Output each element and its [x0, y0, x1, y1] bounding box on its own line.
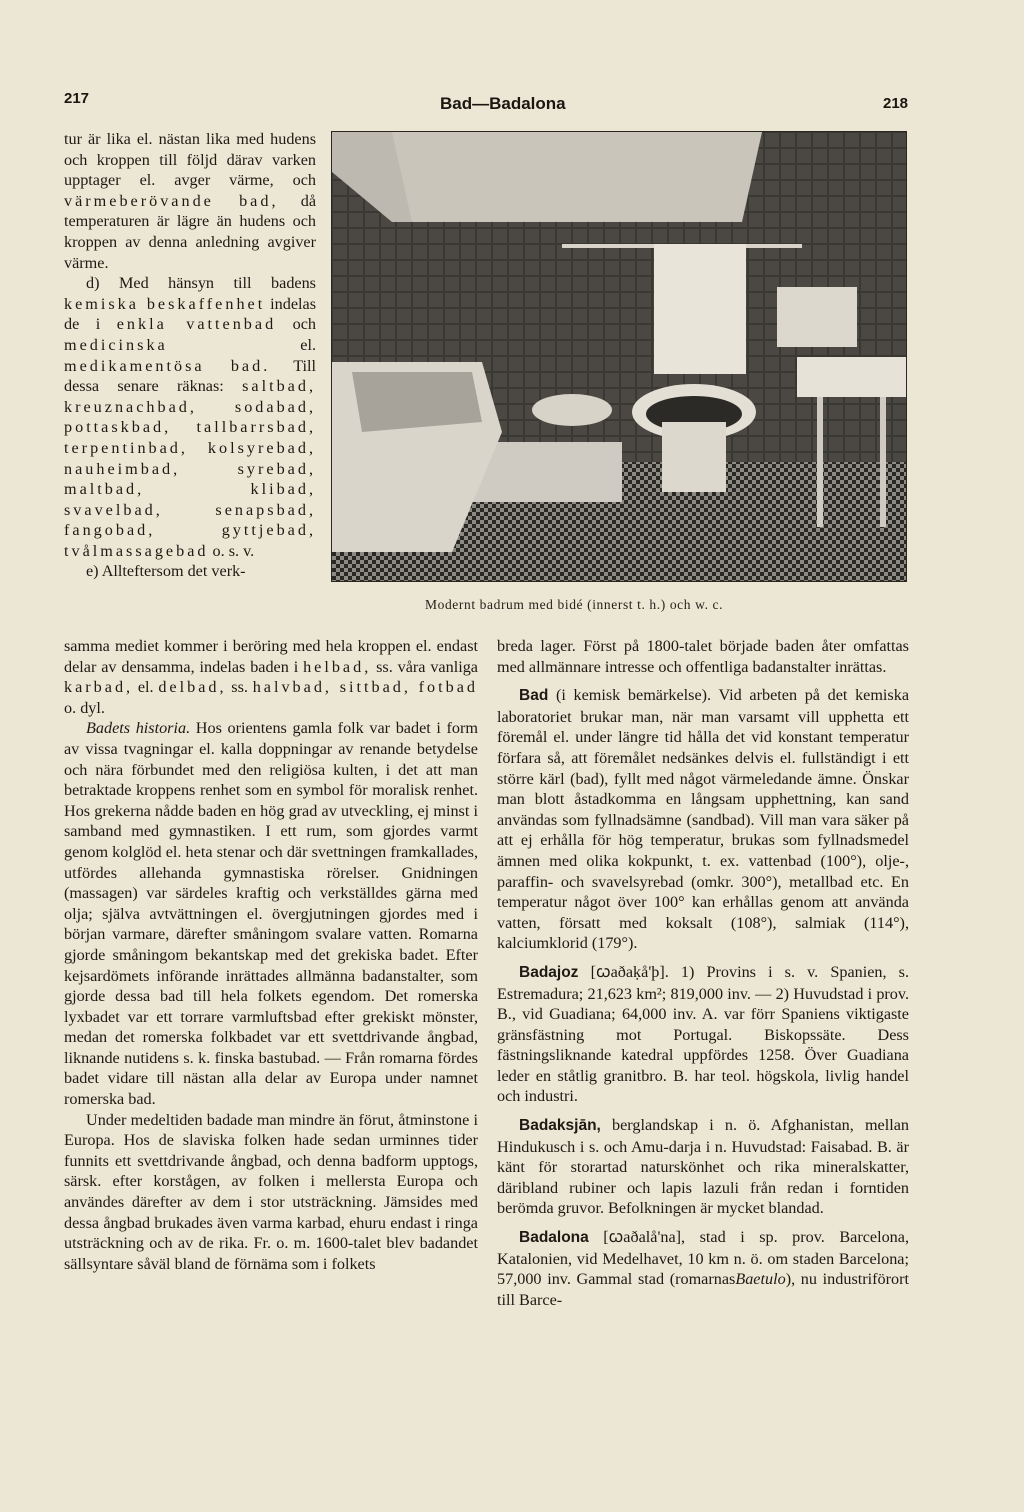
spaced-term: enkla vattenbad: [116, 315, 277, 334]
paragraph: [64, 129, 316, 273]
text: Till dessa senare räknas:: [64, 356, 316, 396]
spaced-term: helbad,: [303, 657, 372, 676]
spaced-term: kemiska beskaffenhet: [64, 294, 266, 313]
paragraph: [64, 636, 478, 718]
page-number-right: 218: [883, 95, 909, 112]
spaced-term: halvbad, sittbad, fotbad: [252, 678, 479, 697]
text: el.: [137, 678, 154, 697]
text: ), nu industriförort till Barce-: [497, 1270, 909, 1309]
figure-caption: Modernt badrum med bidé (innerst t. h.) och w. c.: [425, 597, 724, 612]
entry-badalona: [497, 1227, 909, 1310]
text: [ꞷaðaḳå'þ]. 1) Provins i s. v. Spanien, s. Estremadura; 21,623 km²; 819,000 inv. — 2) Huvudstad i prov. B., vid Guadiana; 64,000 inv. A. var förr Spaniens viktigaste gränsfästning mot Portugal. Biskopssäte. Dess fästningsliknande katedral uppfördes 1258. Över Guadiana leder en ståtlig granitbro. B. har teol. högskola, livlig handel och industri.: [497, 962, 910, 1106]
paragraph: breda lager. Först på 1800-talet började baden åter omfattas med allmännare intresse och offentliga badanstalter inrättas.: [497, 637, 909, 676]
text: [ꞷaðalå'na], stad i sp. prov. Barcelona, Katalonien, vid Medelhavet, 10 km n. ö. om staden Barcelona; 57,000 inv. Gammal stad (romarnas: [497, 1228, 909, 1289]
text: o. dyl.: [64, 698, 105, 717]
text: berglandskap i n. ö. Afghanistan, mellan Hindukusch i s. och Amu-darja i n. Huvudstad: Faisabad. B. är känt för storartad naturskönhet och rika mineralskatter, däribland rubiner och lapis lazuli från redan i forntiden berömda gruvor. Befolkningen är mycket blandad.: [497, 1116, 909, 1218]
text: el.: [300, 335, 316, 354]
text: då temperaturen är lägre än hudens och kroppen av denna anledning avgiver värme.: [64, 191, 316, 272]
text: samma mediet kommer i beröring med hela kroppen el. endast delar av densamma, indelas baden i: [64, 637, 478, 676]
text: tur är lika el. nästan lika med hudens och kroppen till följd därav varken upptager el. avger värme, och: [64, 130, 316, 190]
text: d) Med hänsyn till badens: [86, 274, 316, 293]
paragraph: [64, 273, 316, 561]
paragraph: Under medeltiden badade man mindre än förut, åtminstone i Europa. Hos de slaviska folken hade sedan urminnes tider funnits ett svettdrivande ångbad, och denna badform upptogs, särsk. efter korstågen, av folken i mellersta Europa och användes därefter av dem i stor utsträckning. Jämsides med dessa ångbad brukades även varma karbad, ehuru endast i ringa utsträckning och av de rika. Fr. o. m. 1600-talet blev badandet sällsyntare såväl bland de förnäma som i folkets: [64, 1110, 478, 1273]
headword: Badaksjān,: [519, 1117, 601, 1135]
page-number-left: 217: [64, 90, 90, 107]
paragraph: e) Allteftersom det verk-: [86, 562, 246, 581]
text: indelas de i: [64, 294, 316, 334]
text: o. s. v.: [212, 541, 255, 560]
section-heading: Badets historia.: [86, 719, 191, 738]
left-column-top: [64, 129, 316, 582]
spaced-term: medikamentösa bad.: [64, 356, 271, 375]
right-column: [497, 636, 909, 1310]
italic-term: Baetulo: [735, 1270, 786, 1289]
bathroom-photo: [331, 131, 907, 582]
headword: Badajoz: [519, 963, 579, 981]
text: ss. våra vanliga: [376, 657, 478, 676]
spaced-term: värmeberövande bad,: [64, 191, 279, 210]
entry-badaksjan: [497, 1115, 909, 1219]
left-column-bottom: [64, 636, 478, 1274]
headword: Bad: [519, 687, 549, 705]
entry-badajoz: [497, 962, 909, 1107]
spaced-term: delbad,: [158, 678, 227, 697]
text: och: [292, 315, 317, 334]
spaced-term: medicinska: [64, 335, 168, 354]
running-head: Bad—Badalona: [440, 94, 566, 113]
bathroom-illustration: [332, 132, 906, 581]
entry-bad: [497, 685, 909, 954]
paragraph: [64, 718, 478, 1109]
spaced-term: karbad,: [64, 678, 134, 697]
headword: Badalona: [519, 1229, 589, 1247]
text: Hos orientens gamla folk var badet i form av vissa tvagningar el. kalla doppningar av renande betydelse och nära förbundet med den religiösa kulten, i det att man betraktade kroppens renhet som en symbol för moralisk renhet. Hos grekerna nådde baden en hög grad av utveckling, ej minst i samband med gymnastiken. I ett rum, som gjordes varmt genom kolglöd el. heta stenar och där svettningen framkallades, utfördes allehanda gymnastiska rörelser. Gnidningen (massagen) var särdeles kraftig och verkställdes gärna med olja; själva avtvättningen el. övergjutningen gjordes med i början varmare, därefter småningom svalare vatten. Romarna gjorde småningom bekantskap med det grekiska badet. Efter kejsardömets införande inrättades allmänna badanstalter, som gjorde dessa bad till hela folkets egendom. Det romerska lyxbadet var ett torrare varmluftsbad efter grekiskt mönster, medan det romerska folkbadet var ett svettdrivande ångbad, liknande nutidens s. k. finska bastubad. — Från romarna fördes badet vidare till nästan alla delar av Europa under namnet romerska bad.: [64, 719, 479, 1109]
text: ss.: [231, 678, 248, 697]
text: (i kemisk bemärkelse). Vid arbeten på det kemiska laboratoriet brukar man, när man varsamt vill upphetta ett föremål el. under längre tid hålla det vid konstant temperatur förfara så, att föremålet nedsänkes delvis el. fullständigt i ett större kärl (bad), fyllt med något värmeledande ämne. Önskar man blott åstadkomma en långsam upphettning, kan sand användas som fyllnadsämne (sandbad). Vill man vara säker på att ej erhålla för hög temperatur, brukas som fyllnadsmedel ämnen med olika kokpunkt, t. ex. vattenbad (100°), olje-, paraffin- och svavelsyrebad (omkr. 300°), metallbad etc. En temperatur något över 100° kan erhållas genom att använda vatten, försatt med koksalt (108°), salmiak (114°), kalciumklorid (179°).: [497, 686, 910, 953]
spaced-list: saltbad, kreuznachbad, sodabad, pottaskbad, tallbarrsbad, terpentinbad, kolsyrebad, nauheimbad, syrebad, maltbad, klibad, svavelbad, senapsbad, fangobad, gyttjebad, tvålmassagebad: [64, 377, 316, 560]
